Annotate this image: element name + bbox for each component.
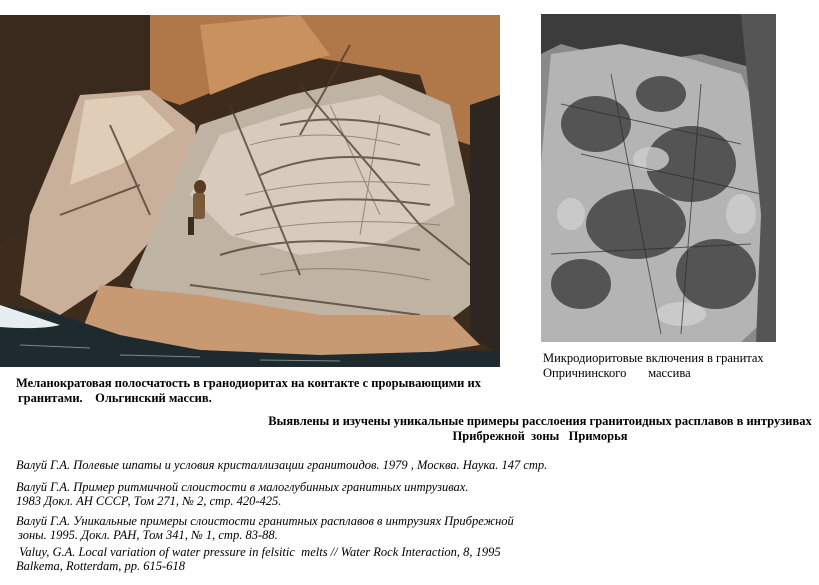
caption-bw-line1: Микродиоритовые включения в гранитах <box>543 351 764 365</box>
reference-item <box>16 545 576 573</box>
reference-line: Валуй Г.А. Полевые шпаты и условия кристаллизации гранитоидов. 1979 , Москва. Наука. 147 стр. <box>16 458 548 472</box>
reference-line: Balkema, Rotterdam, pp. 615-618 <box>16 559 185 573</box>
reference-item <box>16 514 576 542</box>
inclusions-photo-illustration <box>541 14 776 342</box>
caption-bw-line2: Опричнинского массива <box>543 366 691 380</box>
caption-color-line1: Меланократовая полосчатость в гранодиоритах на контакте с прорывающими их <box>16 376 481 390</box>
caption-color-line2: гранитами. Ольгинский массив. <box>18 391 212 405</box>
reference-line: Валуй Г.А. Пример ритмичной слоистости в малоглубинных гранитных интрузивах. <box>16 480 469 494</box>
headline-line1: Выявлены и изучены уникальные примеры расслоения гранитоидных расплавов в интрузивах <box>268 414 812 428</box>
caption-bw-photo <box>543 351 813 381</box>
reference-line: Valuy, G.A. Local variation of water pressure in felsitic melts // Water Rock Interaction, 8, 1995 <box>16 545 501 559</box>
cliff-photo-illustration <box>0 15 500 367</box>
reference-item <box>16 480 576 508</box>
headline-line2: Прибрежной зоны Приморья <box>452 429 628 443</box>
reference-line: Валуй Г.А. Уникальные примеры слоистости гранитных расплавов в интрузиях Прибрежной <box>16 514 514 528</box>
reference-line: 1983 Докл. АН СССР, Том 271, № 2, стр. 420-425. <box>16 494 282 508</box>
caption-color-photo <box>16 376 536 406</box>
reference-item <box>16 458 576 472</box>
reference-line: зоны. 1995. Докл. РАН, Том 341, № 1, стр. 83-88. <box>18 528 278 542</box>
headline <box>262 414 818 444</box>
cliff-photo-color <box>0 15 500 367</box>
inclusions-photo-bw <box>541 14 776 342</box>
